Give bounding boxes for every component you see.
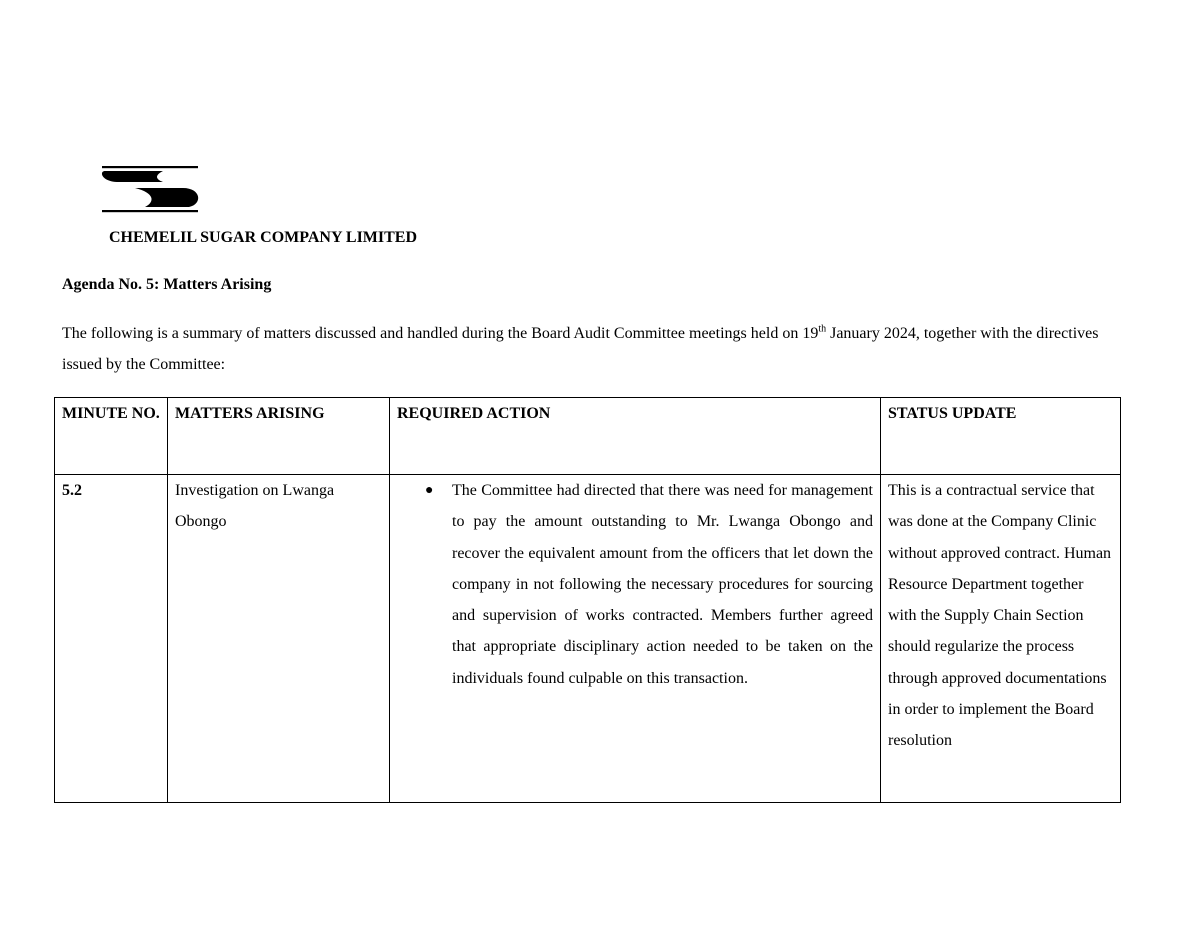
cell-minute-no: 5.2 <box>55 475 168 803</box>
intro-text-end: January 2024, together with the directives issued by the Committee: <box>62 325 1099 373</box>
cell-status-update: This is a contractual service that was done at the Company Clinic without approved contract. Human Resource Department together with the Supply Chain Section should regularize the process through approved documentations in order to implement the Board resolution <box>881 475 1121 803</box>
company-name: CHEMELIL SUGAR COMPANY LIMITED <box>109 229 418 246</box>
list-item <box>425 475 873 694</box>
cell-required-action <box>390 475 881 803</box>
chemelil-s-logo-icon <box>97 165 203 213</box>
header-required-action: REQUIRED ACTION <box>390 398 881 475</box>
intro-superscript: th <box>818 323 827 335</box>
table-header-row <box>55 398 1121 475</box>
cell-matter: Investigation on Lwanga Obongo <box>168 475 390 803</box>
intro-text-start: The following is a summary of matters discussed and handled during the Board Audit Committee meetings held on 19 <box>62 325 819 342</box>
header-minute-no: MINUTE NO. <box>55 398 168 475</box>
matters-arising-table <box>54 397 1121 803</box>
agenda-title: Agenda No. 5: Matters Arising <box>62 276 272 293</box>
bullet-icon: ● <box>425 483 434 498</box>
header-matters-arising: MATTERS ARISING <box>168 398 390 475</box>
header-status-update: STATUS UPDATE <box>881 398 1121 475</box>
intro-paragraph <box>62 318 1122 380</box>
action-list <box>397 475 873 694</box>
action-text: The Committee had directed that there was need for management to pay the amount outstanding to Mr. Lwanga Obongo and recover the equivalent amount from the officers that let down the company in not following the necessary procedures for sourcing and supervision of works contracted. Members further agreed that appropriate disciplinary action needed to be taken on the individuals found culpable on this transaction. <box>452 482 873 687</box>
table-row <box>55 475 1121 803</box>
